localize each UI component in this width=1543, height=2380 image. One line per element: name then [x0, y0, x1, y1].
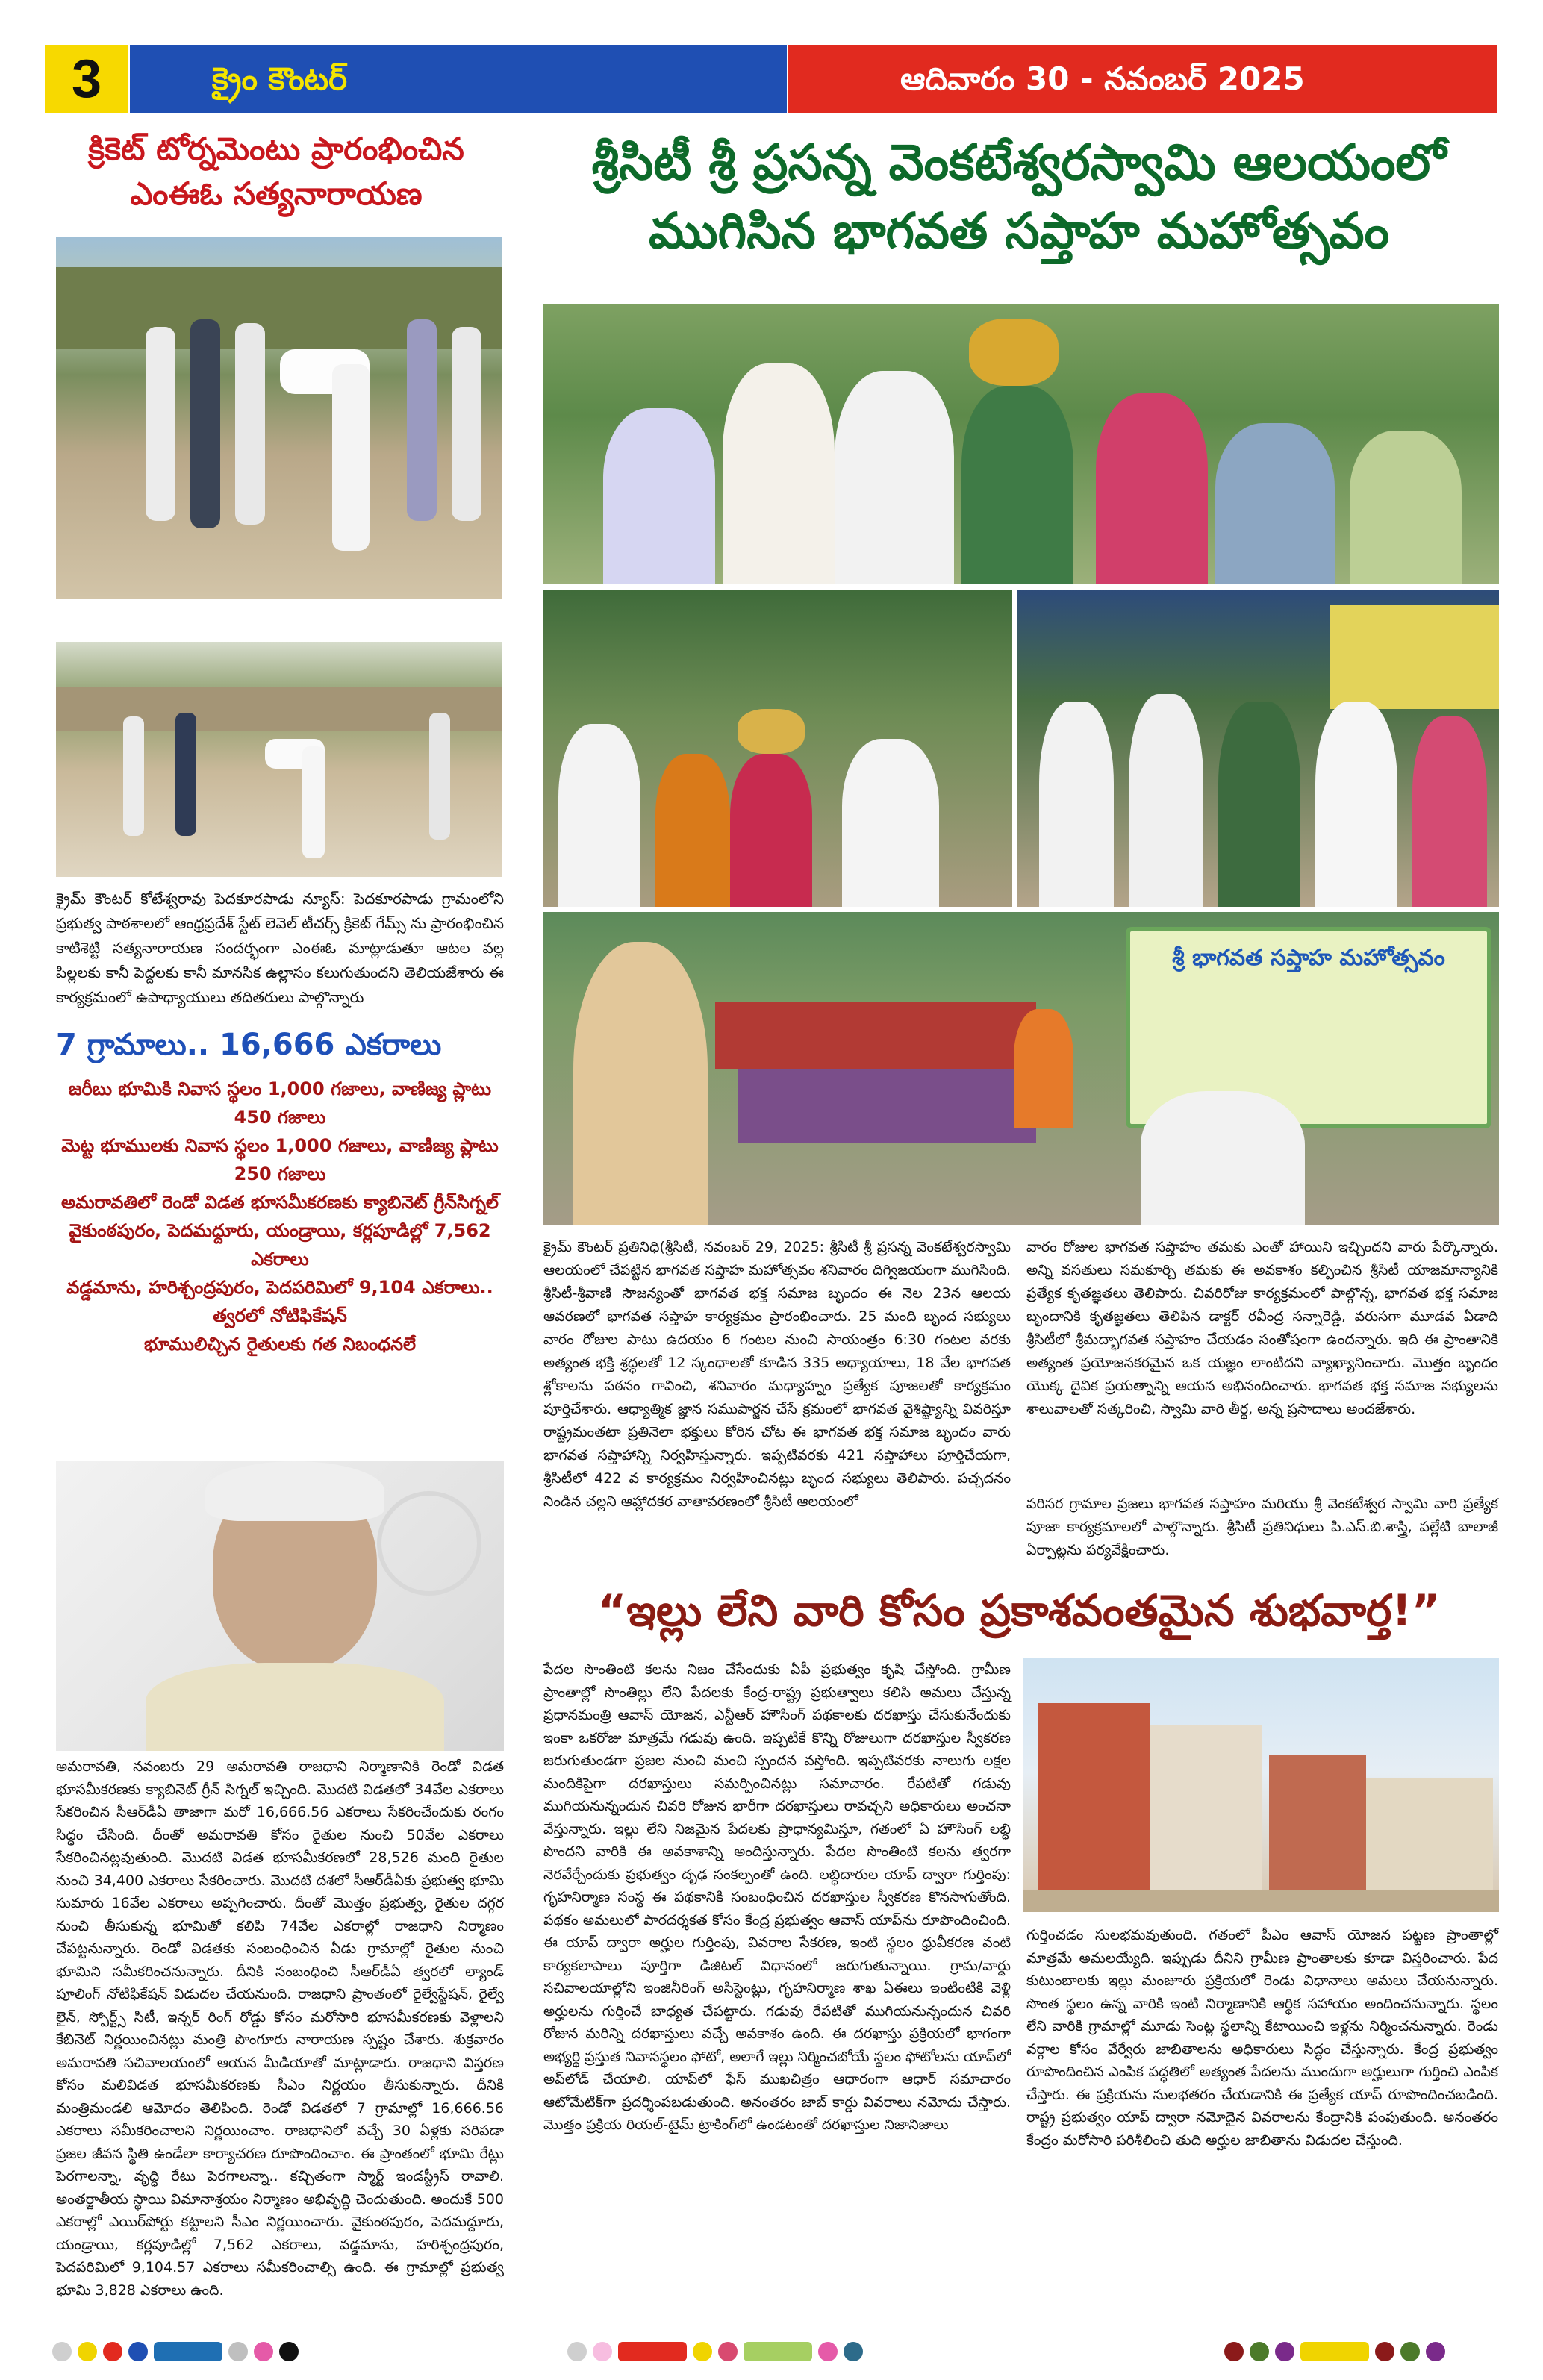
- cricket-photo-2: [56, 642, 502, 877]
- amaravati-body: అమరావతి, నవంబరు 29 అమరావతి రాజధాని నిర్మాణానికి రెండో విడత భూసమీకరణకు క్యాబినెట్ గ్రీన్ సిగ్నల్ ఇచ్చింది. మొదటి విడతలో 34వేల ఎకరాలు సేకరించిన సీఆర్‌డీఏ తాజాగా మరో 16,666.56 ఎకరాలు సేకరించేందుకు రంగం సిద్ధం చేసింది. దీంతో అమరావతి కోసం రైతుల నుంచి 50వేల ఎకరాలు సేకరించినట్లవుతుంది. మొదటి విడత భూసమీకరణలో 28,526 మంది రైతుల నుంచి 34,400 ఎకరాలు సేకరించారు. మొదటి దశలో సీఆర్‌డీఏకు ప్రభుత్వ భూమి సుమారు 16వేల ఎకరాలు అప్పగించారు. దీంతో మొత్తం ప్రభుత్వ, రైతుల దగ్గర నుంచి తీసుకున్న భూమితో కలిపి 74వేల ఎకరాల్లో రాజధాని నిర్మాణం చేపట్టనున్నారు. రెండో విడతకు సంబంధించిన ఏడు గ్రామాల్లో రైతుల నుంచి భూమిని సమీకరించనున్నారు. దీనికి సంబంధించి సీఆర్‌డీఏ త్వరలో ల్యాండ్ పూలింగ్ నోటిఫికేషన్ విడుదల చేయనుంది. రాజధాని ప్రాంతంలో రైల్వేస్టేషన్, రైల్వే లైన్, స్పోర్ట్స్ సిటీ, ఇన్నర్ రింగ్ రోడ్డు కోసం మరోసారి భూసమీకరణకు వెళ్లాలని కేబినెట్ నిర్ణయించినట్లు మంత్రి పొంగూరు నారాయణ స్పష్టం చేశారు. శుక్రవారం అమరావతి సచివాలయంలో ఆయన మీడియాతో మాట్లాడారు. రాజధాని విస్తరణ కోసం మలివిడత భూసమీకరణకు సీఎం నిర్ణయం తీసుకున్నారు. దీనికి మంత్రిమండలి ఆమోదం తెలిపింది. రెండో విడతలో 7 గ్రామాల్లో 16,666.56 ఎకరాలు సమీకరించాలని నిర్ణయించాం. రాజధానిలో వచ్చే 30 ఏళ్లకు సరిపడా ప్రజల జీవన స్థితి ఉండేలా కార్యాచరణ రూపొందించాం. ఈ ప్రాంతంలో భూమి రేట్లు పెరగాలన్నా, వృద్ధి రేటు పెరగాలన్నా.. కచ్చితంగా స్మార్ట్ ఇండస్ట్రీస్ రావాలి. అంతర్జాతీయ స్థాయి విమానాశ్రయం నిర్మాణం అభివృద్ధి చెందుతుంది. అందుకే 500 ఎకరాల్లో ఎయిర్‌పోర్టు కట్టాలని సీఎం నిర్ణయించారు. వైకుంఠపురం, పెదమద్దూరు, యండ్రాయి, కర్లపూడిల్లో 7,562 ఎకరాలు, వడ్డమాను, హరిశ్చంద్రపురం, పెదపరిమిలో 9,104.57 ఎకరాలు సమీకరించాల్సి ఉంది. ఈ గ్రామాల్లో ప్రభుత్వ భూమి 3,828 ఎకరాలు ఉంది.: [56, 1758, 504, 2299]
- bullet-item: మెట్ట భూములకు నివాస స్థలం 1,000 గజాలు, వాణిజ్య ప్లాటు 250 గజాలు: [61, 1135, 499, 1184]
- bullet-item: వడ్డమాను, హరిశ్చంద్రపురం, పెదపరిమిలో 9,104 ఎకరాలు.. త్వరలో నోటిఫికేషన్: [66, 1277, 493, 1326]
- cm-portrait-photo: [56, 1461, 504, 1751]
- temple-photo-honour: [1017, 590, 1499, 907]
- bullet-item: వైకుంఠపురం, పెదమద్దూరు, యండ్రాయి, కర్లపూడిల్లో 7,562 ఎకరాలు: [69, 1220, 491, 1269]
- housing-headline: “ఇల్లు లేని వారి కోసం ప్రకాశవంతమైన శుభవార్త!”: [597, 1585, 1441, 1636]
- temple-headline-line2: ముగిసిన భాగవత సప్తాహ మహోత్సవం: [648, 202, 1390, 260]
- cricket-body: క్రైమ్ కౌంటర్ కోటేశ్వరావు పెదకూరపాడు న్యూస్: పెదకూరపాడు గ్రామంలోని ప్రభుత్వ పాఠశాలలో ఆంధ్రప్రదేశ్ స్టేట్ లెవెల్ టీచర్స్ క్రికెట్ గేమ్స్ ను ప్రారంభించిన కాటిశెట్టి సత్యనారాయణ సందర్భంగా ఎంఈఓ మాట్లాడుతూ ఆటల వల్ల పిల్లలకు కానీ పెద్దలకు కానీ మానసిక ఉల్లాసం కలుగుతుందని తెలియజేశారు ఈ కార్యక్రమంలో ఉపాధ్యాయులు తదితరులు పాల్గొన్నారు: [56, 890, 504, 1006]
- issue-date: ఆదివారం 30 - నవంబర్ 2025: [788, 45, 1497, 113]
- amaravati-heading: 7 గ్రామాలు.. 16,666 ఎకరాలు: [56, 1028, 442, 1062]
- page-number: 3: [45, 45, 128, 113]
- print-color-marks-right: [1224, 2342, 1451, 2361]
- bullet-item: జరీబు భూమికి నివాస స్థలం 1,000 గజాలు, వాణిజ్య ప్లాటు 450 గజాలు: [68, 1078, 492, 1128]
- amaravati-bullets: [49, 1075, 511, 1358]
- cricket-headline-line2: ఎంఈఓ సత్యనారాయణ: [130, 175, 423, 212]
- cricket-photo-1: [56, 237, 502, 599]
- temple-banner-text: శ్రీ భాగవత సప్తాహ మహోత్సవం: [1172, 945, 1445, 971]
- bullet-item: భూములిచ్చిన రైతులకు గత నిబంధనలే: [143, 1334, 417, 1355]
- cricket-headline: [45, 127, 508, 216]
- cricket-headline-line1: క్రికెట్ టోర్నమెంటు ప్రారంభించిన: [88, 131, 464, 167]
- housing-body-col1: పేదల సొంతింటి కలను నిజం చేసేందుకు ఏపీ ప్రభుత్వం కృషి చేస్తోంది. గ్రామీణ ప్రాంతాల్లో సొంతిల్లు లేని పేదలకు కేంద్ర-రాష్ట్ర ప్రభుత్వాలు కలిసి అమలు చేస్తున్న ప్రధానమంత్రి ఆవాస్ యోజన, ఎన్టీఆర్ హౌసింగ్ పథకాలకు దరఖాస్తు చేసుకునేందుకు ఇంకా ఒకరోజు మాత్రమే గడువు ఉంది. ఇప్పటికే కొన్ని రోజులుగా దరఖాస్తుల స్వీకరణ జరుగుతుండగా ప్రజల నుంచి మంచి స్పందన వస్తోంది. ఇప్పటివరకు నాలుగు లక్షల మందికిపైగా దరఖాస్తులు సమర్పించినట్లు సమాచారం. రేపటితో గడువు ముగియనున్నందున చివరి రోజున భారీగా దరఖాస్తులు రావచ్చని అధికారులు అంచనా వేస్తున్నారు. ఇల్లు లేని నిజమైన పేదలకు ప్రాధాన్యమిస్తూ, గతంలో ఏ హౌసింగ్ లబ్ధి పొందని వారికి ఈ అవకాశాన్ని అందిస్తున్నారు. పేదల సొంతింటి కలను త్వరగా నెరవేర్చేందుకు ప్రభుత్వం దృఢ సంకల్పంతో ఉంది. లబ్ధిదారుల యాప్ ద్వారా గుర్తింపు: గృహనిర్మాణ సంస్థ ఈ పథకానికి సంబంధించిన దరఖాస్తుల స్వీకరణ కొనసాగుతోంది. పథకం అమలులో పారదర్శకత కోసం కేంద్ర ప్రభుత్వం ఆవాస్ యాప్‌ను రూపొందించింది. ఈ యాప్ ద్వారా అర్హుల గుర్తింపు, వివరాల సేకరణ, ఇంటి స్థలం ధ్రువీకరణ వంటి కార్యకలాపాలు పూర్తిగా డిజిటల్ విధానంలో జరుగుతున్నాయి. గ్రామ/వార్డు సచివాలయాల్లోని ఇంజినీరింగ్ అసిస్టెంట్లు, గృహనిర్మాణ శాఖ ఏఈలు ఇంటింటికి వెళ్లి అర్హులను గుర్తించే బాధ్యత చేపట్టారు. గడువు రేపటితో ముగియనున్నందున చివరి రోజున మరిన్ని దరఖాస్తులు వచ్చే అవకాశం ఉంది. ఈ దరఖాస్తు ప్రక్రియలో భాగంగా అభ్యర్థి ప్రస్తుత నివాసస్థలం ఫోటో, అలాగే ఇల్లు నిర్మించబోయే స్థలం ఫోటోలను యాప్‌లో అప్‌లోడ్ చేయాలి. యాప్‌లో ఫేస్ ముఖచిత్రం ఆధారంగా ఆధార్ సమాచారం ఆటోమేటిక్‌గా ప్రదర్శింపబడుతుంది. అనంతరం జాబ్ కార్డు వివరాలు నమోదు చేస్తారు. మొత్తం ప్రక్రియ రియల్-టైమ్ ట్రాకింగ్‌లో ఉండటంతో దరఖాస్తుల నిజానిజాలు: [543, 1661, 1011, 2133]
- temple-headline-line1: శ్రీసిటీ శ్రీ ప్రసన్న వెంకటేశ్వరస్వామి ఆలయంలో: [591, 134, 1447, 191]
- paper-name: క్రైం కౌంటర్: [130, 45, 787, 113]
- print-color-marks-left: [52, 2342, 305, 2361]
- print-color-marks-center: [567, 2342, 869, 2361]
- housing-photo: [1023, 1658, 1499, 1912]
- temple-body-col2b: పరిసర గ్రామాల ప్రజలు భాగవత సప్తాహం మరియు శ్రీ వెంకటేశ్వర స్వామి వారి ప్రత్యేక పూజా కార్యక్రమాలలో పాల్గొన్నారు. శ్రీసిటీ ప్రతినిధులు పి.ఎస్.బి.శాస్త్రి, పల్లేటి బాలాజీ ఏర్పాట్లను పర్యవేక్షించారు.: [1026, 1496, 1498, 1558]
- temple-photo-devotees: [543, 590, 1012, 907]
- bullet-item: అమరావతిలో రెండో విడత భూసమీకరణకు క్యాబినెట్ గ్రీన్‌సిగ్నల్: [61, 1192, 499, 1213]
- temple-photo-procession: [543, 304, 1499, 584]
- temple-photo-recitation: [543, 912, 1499, 1225]
- temple-headline: [537, 128, 1500, 266]
- housing-body-col2: గుర్తించడం సులభమవుతుంది. గతంలో పీఎం ఆవాస్ యోజన పట్టణ ప్రాంతాల్లో మాత్రమే అమలయ్యేది. ఇప్పుడు దీనిని గ్రామీణ ప్రాంతాలకు కూడా విస్తరించారు. పేద కుటుంబాలకు ఇల్లు మంజూరు ప్రక్రియలో రెండు విధానాలు అమలు చేయనున్నారు. సొంత స్థలం ఉన్న వారికి ఇంటి నిర్మాణానికి ఆర్థిక సహాయం అందించనున్నారు. స్థలం లేని వారికి గ్రామాల్లో మూడు సెంట్ల స్థలాన్ని కేటాయించి ఇళ్లను నిర్మించనున్నారు. రెండు వర్గాల కోసం వేర్వేరు జాబితాలను అధికారులు సిద్ధం చేస్తున్నారు. కేంద్ర ప్రభుత్వం రూపొందించిన ఎంపిక పద్ధతిలో అత్యంత పేదలను ముందుగా అర్హులుగా గుర్తించి ఎంపిక చేస్తారు. ఈ ప్రక్రియను సులభతరం చేయడానికి ఈ ప్రత్యేక యాప్ రూపొందించబడింది. రాష్ట్ర ప్రభుత్వం యాప్ ద్వారా నమోదైన వివరాలను కేంద్రానికి పంపుతుంది. అనంతరం కేంద్రం మరోసారి పరిశీలించి తుది అర్హుల జాబితాను విడుదల చేస్తుంది.: [1026, 1927, 1498, 2149]
- temple-body-col2: వారం రోజుల భాగవత సప్తాహం తమకు ఎంతో హాయిని ఇచ్చిందని వారు పేర్కొన్నారు. అన్ని వసతులు సమకూర్చి తమకు ఈ అవకాశం కల్పించిన శ్రీసిటీ యాజమాన్యానికి ప్రత్యేక కృతజ్ఞతలు తెలిపారు. చివరిరోజు కార్యక్రమంలో పాల్గొన్న, భాగవత భక్త సమాజ బృందానికి కృతజ్ఞతలు తెలిపిన డాక్టర్ రవీంద్ర సన్నారెడ్డి, వరుసగా మూడవ ఏడాది శ్రీసిటీలో శ్రీమద్భాగవత సప్తాహం చేయడం సంతోషంగా ఉందన్నారు. ఇది ఈ ప్రాంతానికి అత్యంత ప్రయోజనకరమైన ఒక యజ్ఞం లాంటిదని వ్యాఖ్యానించారు. మొత్తం బృందం యొక్క దైవిక ప్రయత్నాన్ని ఆయన అభినందించారు. భాగవత భక్త సమాజ సభ్యులను శాలువాలతో సత్కరించి, స్వామి వారి తీర్థ, అన్న ప్రసాదాలు అందజేశారు.: [1026, 1239, 1498, 1417]
- temple-body-col1: క్రైమ్ కౌంటర్ ప్రతినిధి(శ్రీసిటీ, నవంబర్ 29, 2025: శ్రీసిటీ శ్రీ ప్రసన్న వెంకటేశ్వరస్వామి ఆలయంలో చేపట్టిన భాగవత సప్తాహ మహోత్సవం శనివారం దిగ్విజయంగా ముగిసింది. శ్రీసిటీ-శ్రీవాణి సౌజన్యంతో భాగవత భక్త సమాజ బృందం ఈ నెల 23న ఆలయ ఆవరణలో భాగవత సప్తాహ కార్యక్రమం ప్రారంభించారు. 25 మంది బృంద సభ్యులు వారం రోజుల పాటు ఉదయం 6 గంటల నుంచి సాయంత్రం 6:30 గంటల వరకు అత్యంత భక్తి శ్రద్ధలతో 12 స్కంధాలతో కూడిన 335 అధ్యాయాలు, 18 వేల భాగవత శ్లోకాలను పఠనం గావించి, శనివారం మధ్యాహ్నం ప్రత్యేక పూజలతో కార్యక్రమం పూర్తిచేశారు. ఆధ్యాత్మిక జ్ఞాన సముపార్జన చేసే క్రమంలో భాగవత వైశిష్ట్యాన్ని వివరిస్తూ రాష్ట్రమంతటా ప్రతినెలా భక్తులు కోరిన చోట ఈ భాగవత భక్త సమాజ బృందం వారు భాగవత సప్తాహాన్ని నిర్వహిస్తున్నారు. ఇప్పటివరకు 421 సప్తాహాలు పూర్తిచేయగా, శ్రీసిటీలో 422 వ కార్యక్రమం నిర్వహించినట్లు బృంద సభ్యులు తెలిపారు. పచ్చదనం నిండిన చల్లని ఆహ్లాదకర వాతావరణంలో శ్రీసిటీ ఆలయంలో: [543, 1239, 1011, 1510]
